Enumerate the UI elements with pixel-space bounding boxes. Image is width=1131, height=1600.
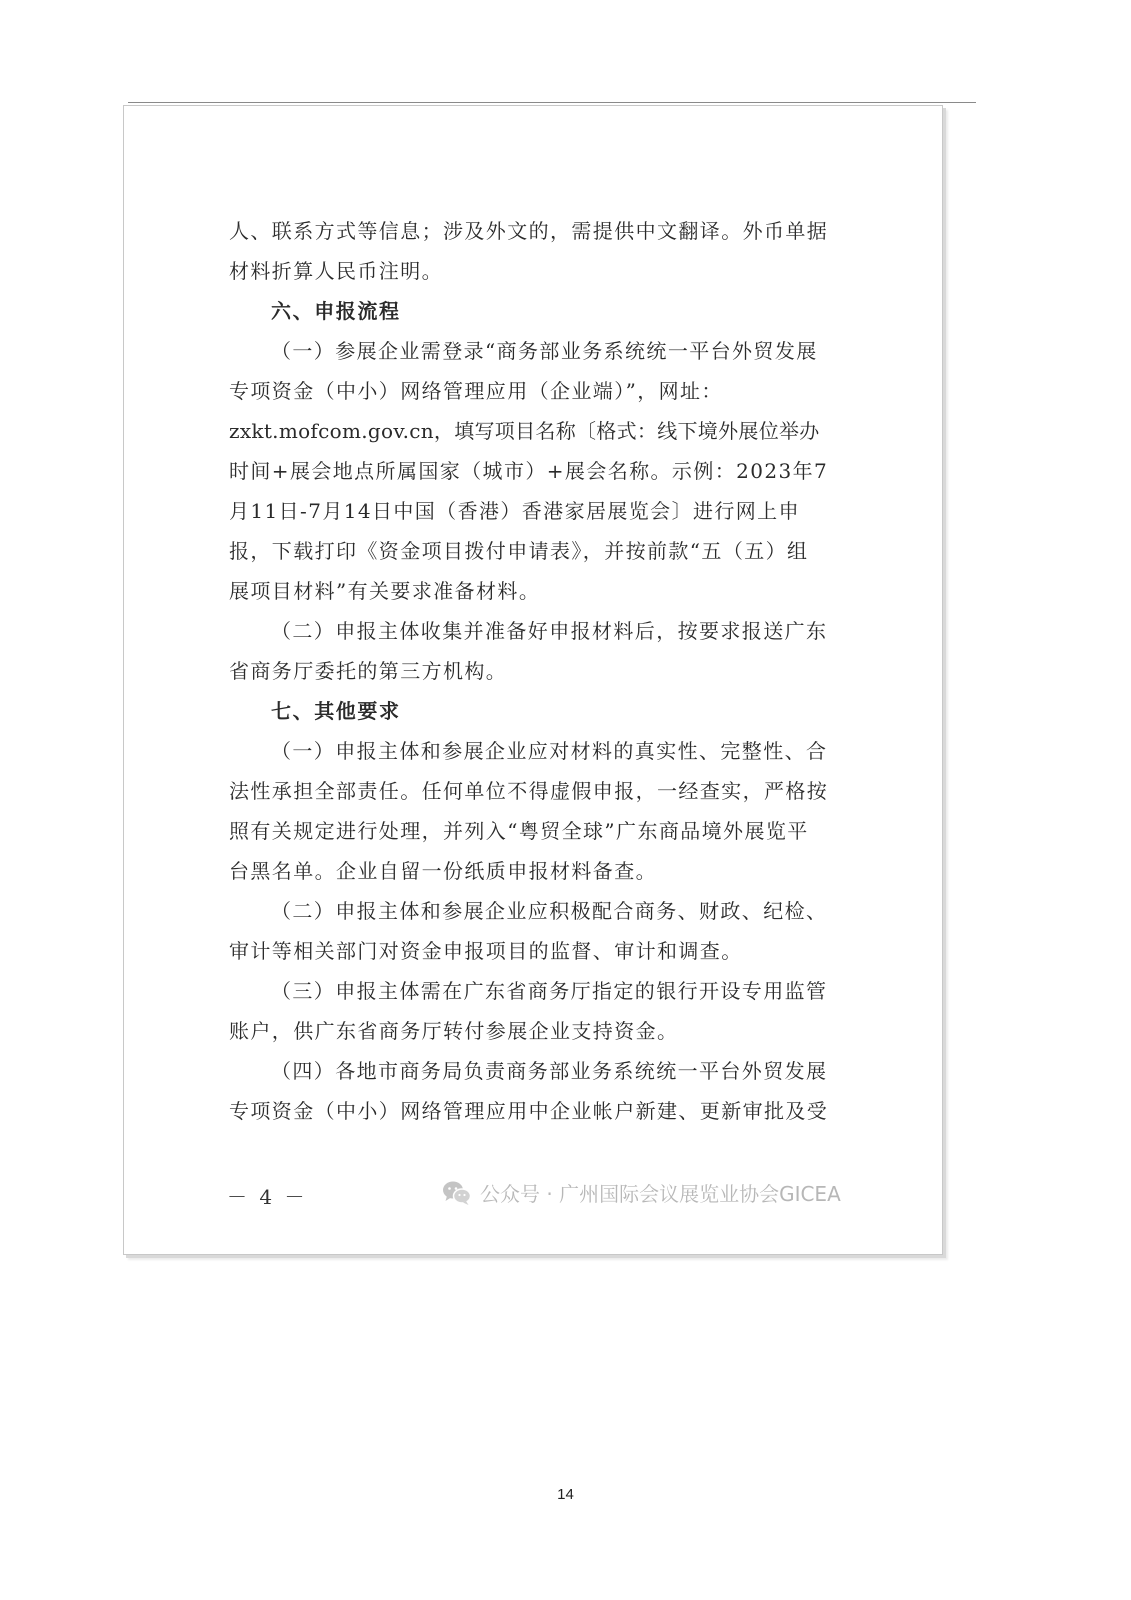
text-line: 专项资金（中小）网络管理应用中企业帐户新建、更新审批及受 [229, 1099, 829, 1123]
page-number: 14 [557, 1486, 574, 1503]
watermark-text: 公众号 · 广州国际会议展览业协会GICEA [480, 1182, 841, 1206]
watermark [442, 1178, 841, 1207]
section-heading-process: 六、申报流程 [271, 299, 401, 323]
text-line: 账户，供广东省商务厅转付参展企业支持资金。 [229, 1019, 679, 1043]
text-line: （一）参展企业需登录“商务部业务系统统一平台外贸发展 [271, 339, 818, 363]
text-line: 材料折算人民币注明。 [229, 259, 443, 283]
text-line: （三）申报主体需在广东省商务厅指定的银行开设专用监管 [271, 979, 828, 1003]
text-line: 人、联系方式等信息；涉及外文的，需提供中文翻译。外币单据 [229, 219, 829, 243]
wechat-icon [442, 1180, 472, 1206]
text-line: 台黑名单。企业自留一份纸质申报材料备查。 [229, 859, 657, 883]
text-line: zxkt.mofcom.gov.cn，填写项目名称〔格式：线下境外展位举办 [229, 419, 820, 443]
page-body [229, 211, 834, 1131]
text-line: 报，下载打印《资金项目拨付申请表》，并按前款“五（五）组 [229, 539, 809, 563]
text-line: 法性承担全部责任。任何单位不得虚假申报，一经查实，严格按 [229, 779, 829, 803]
text-line: 展项目材料”有关要求准备材料。 [229, 579, 541, 603]
text-line: （二）申报主体和参展企业应积极配合商务、财政、纪检、 [271, 899, 828, 923]
text-line: 专项资金（中小）网络管理应用（企业端）”，网址： [229, 379, 723, 403]
section-heading-other: 七、其他要求 [271, 699, 401, 723]
scanned-page [123, 105, 943, 1255]
text-line: 月11日-7月14日中国（香港）香港家居展览会〕进行网上申 [229, 499, 800, 523]
text-line: 照有关规定进行处理，并列入“粤贸全球”广东商品境外展览平 [229, 819, 809, 843]
text-line: 审计等相关部门对资金申报项目的监督、审计和调查。 [229, 939, 743, 963]
header-rule [128, 102, 976, 103]
text-line: （四）各地市商务局负责商务部业务系统统一平台外贸发展 [271, 1059, 828, 1083]
text-line: 省商务厅委托的第三方机构。 [229, 659, 508, 683]
text-line: （一）申报主体和参展企业应对材料的真实性、完整性、合 [271, 739, 828, 763]
text-line: 时间+展会地点所属国家（城市）+展会名称。示例：2023年7 [229, 459, 829, 483]
inner-page-number: － 4 － [227, 1185, 308, 1209]
text-line: （二）申报主体收集并准备好申报材料后，按要求报送广东 [271, 619, 828, 643]
